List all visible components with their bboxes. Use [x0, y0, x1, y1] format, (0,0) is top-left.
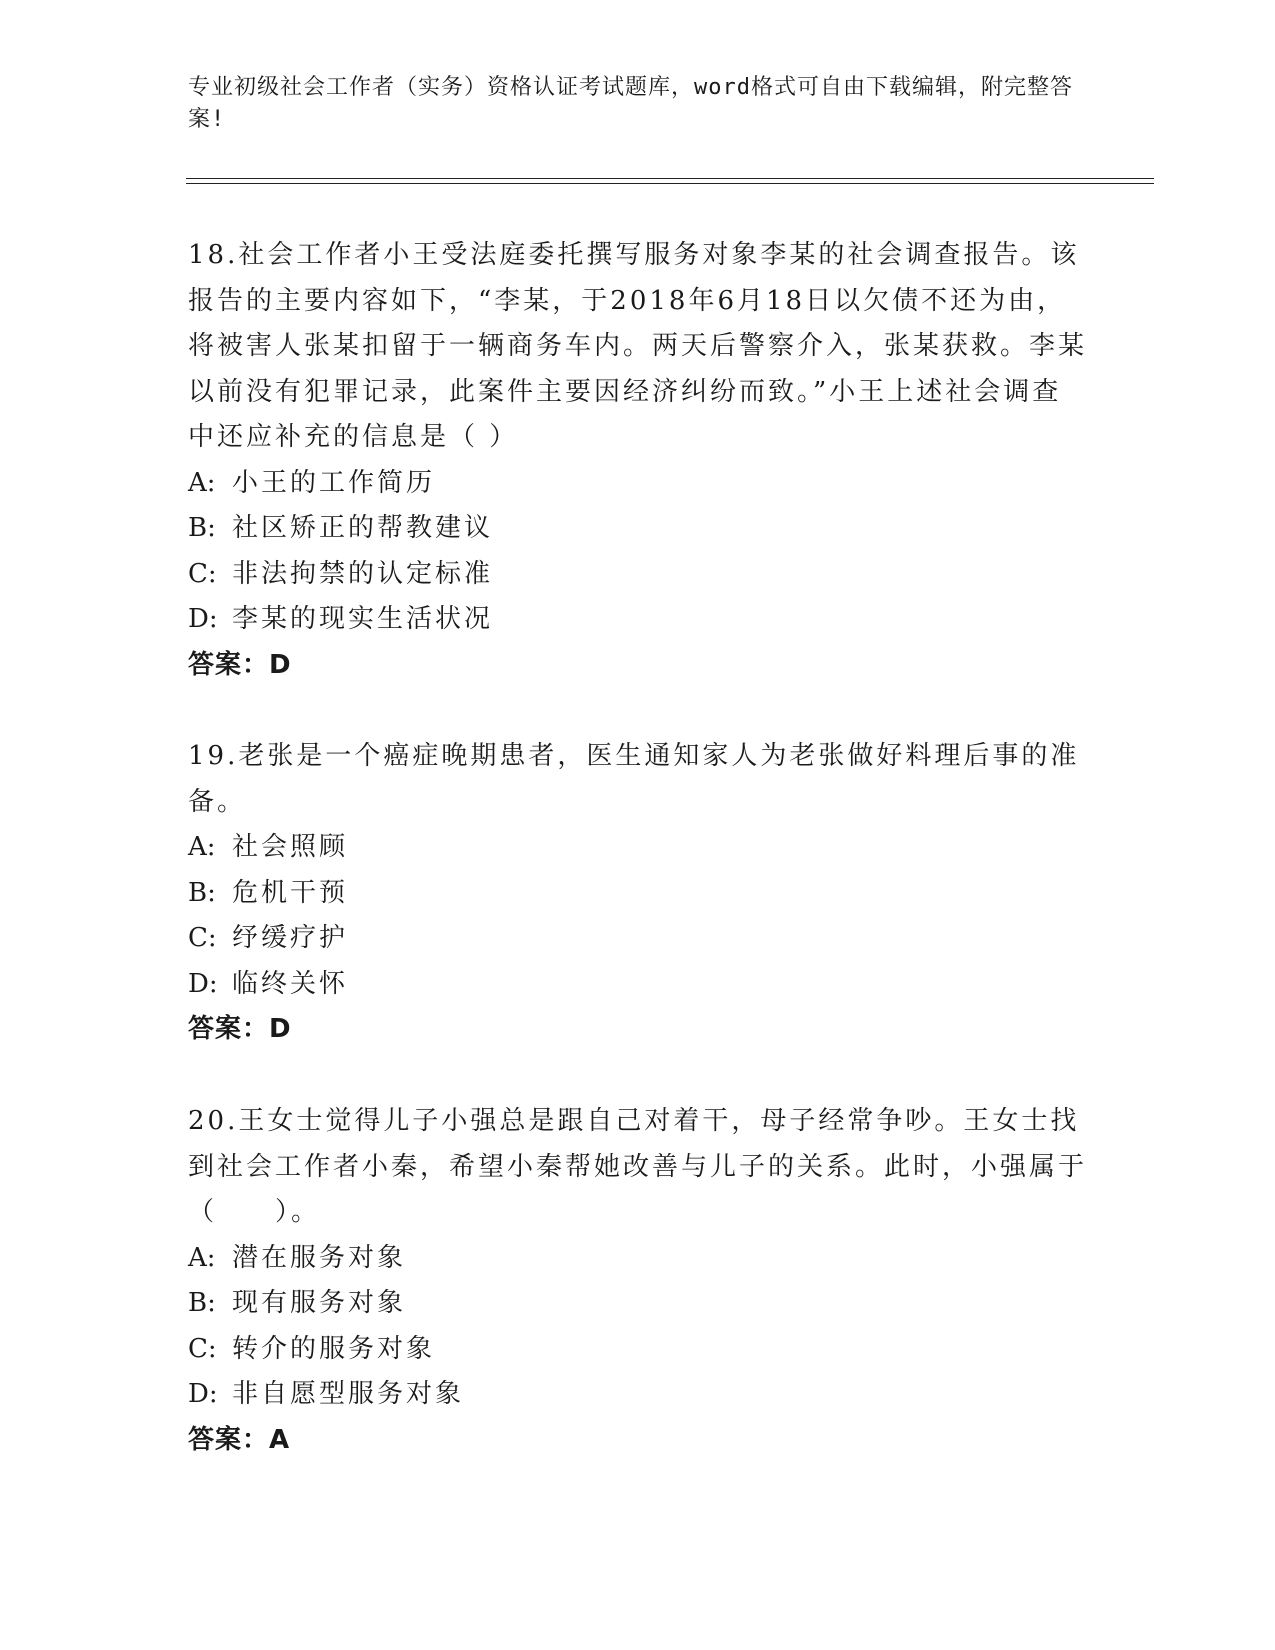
option-letter: A: [188, 467, 216, 498]
option-text: 转介的服务对象 [232, 1333, 436, 1364]
header-divider-bottom [186, 183, 1154, 184]
question-stem: 20.王女士觉得儿子小强总是跟自己对着干，母子经常争吵。王女士找到社会工作者小秦，希望小秦帮她改善与儿子的关系。此时，小强属于（ ）。 [188, 1106, 1088, 1227]
option-c [188, 916, 1088, 962]
option-letter: A: [188, 1242, 216, 1273]
option-letter: C: [188, 1333, 217, 1364]
option-a [188, 461, 1088, 507]
option-letter: C: [188, 923, 217, 953]
option-text: 现有服务对象 [232, 1288, 407, 1318]
question-18 [188, 233, 1088, 688]
option-c [188, 1327, 1088, 1373]
option-a [188, 1236, 1088, 1282]
option-text: 李某的现实生活状况 [232, 604, 494, 634]
question-stem: 18.社会工作者小王受法庭委托撰写服务对象李某的社会调查报告。该报告的主要内容如下，“李某，于2018年6月18日以欠债不还为由，将被害人张某扣留于一辆商务车内。两天后警察介入，张某获救。李某以前没有犯罪记录，此案件主要因经济纠纷而致。”小王上述社会调查中还应补充的信息是（ ） [188, 240, 1088, 452]
option-text: 临终关怀 [232, 968, 349, 999]
option-c [188, 552, 1088, 598]
page-header: 专业初级社会工作者（实务）资格认证考试题库，word格式可自由下载编辑，附完整答案! [188, 75, 1073, 132]
option-text: 非法拘禁的认定标准 [232, 558, 494, 589]
option-text: 危机干预 [232, 877, 349, 908]
answer-line: 答案：A [188, 1424, 291, 1455]
option-list [188, 461, 1088, 643]
option-d [188, 1372, 1088, 1418]
option-d [188, 597, 1088, 643]
header-divider-top [186, 178, 1154, 179]
option-letter: D: [188, 604, 218, 634]
option-letter: A: [188, 832, 216, 862]
option-text: 小王的工作简历 [232, 467, 436, 498]
option-text: 潜在服务对象 [232, 1242, 407, 1273]
option-letter: B: [188, 513, 216, 543]
option-letter: B: [188, 1288, 216, 1318]
option-b [188, 506, 1088, 552]
option-letter: B: [188, 877, 216, 908]
option-letter: D: [188, 968, 218, 999]
question-20 [188, 1099, 1088, 1463]
option-letter: C: [188, 558, 217, 589]
question-19 [188, 734, 1088, 1053]
option-list [188, 1236, 1088, 1418]
option-b [188, 1281, 1088, 1327]
answer-line: 答案：D [188, 1014, 292, 1044]
option-text: 纾缓疗护 [232, 923, 349, 953]
question-stem: 19.老张是一个癌症晚期患者，医生通知家人为老张做好料理后事的准备。 [188, 741, 1080, 817]
option-text: 非自愿型服务对象 [232, 1379, 465, 1409]
option-letter: D: [188, 1379, 218, 1409]
option-text: 社区矫正的帮教建议 [232, 513, 494, 543]
option-list [188, 825, 1088, 1007]
option-text: 社会照顾 [232, 832, 349, 862]
option-a [188, 825, 1088, 871]
option-b [188, 871, 1088, 917]
option-d [188, 962, 1088, 1008]
answer-line: 答案：D [188, 649, 292, 680]
